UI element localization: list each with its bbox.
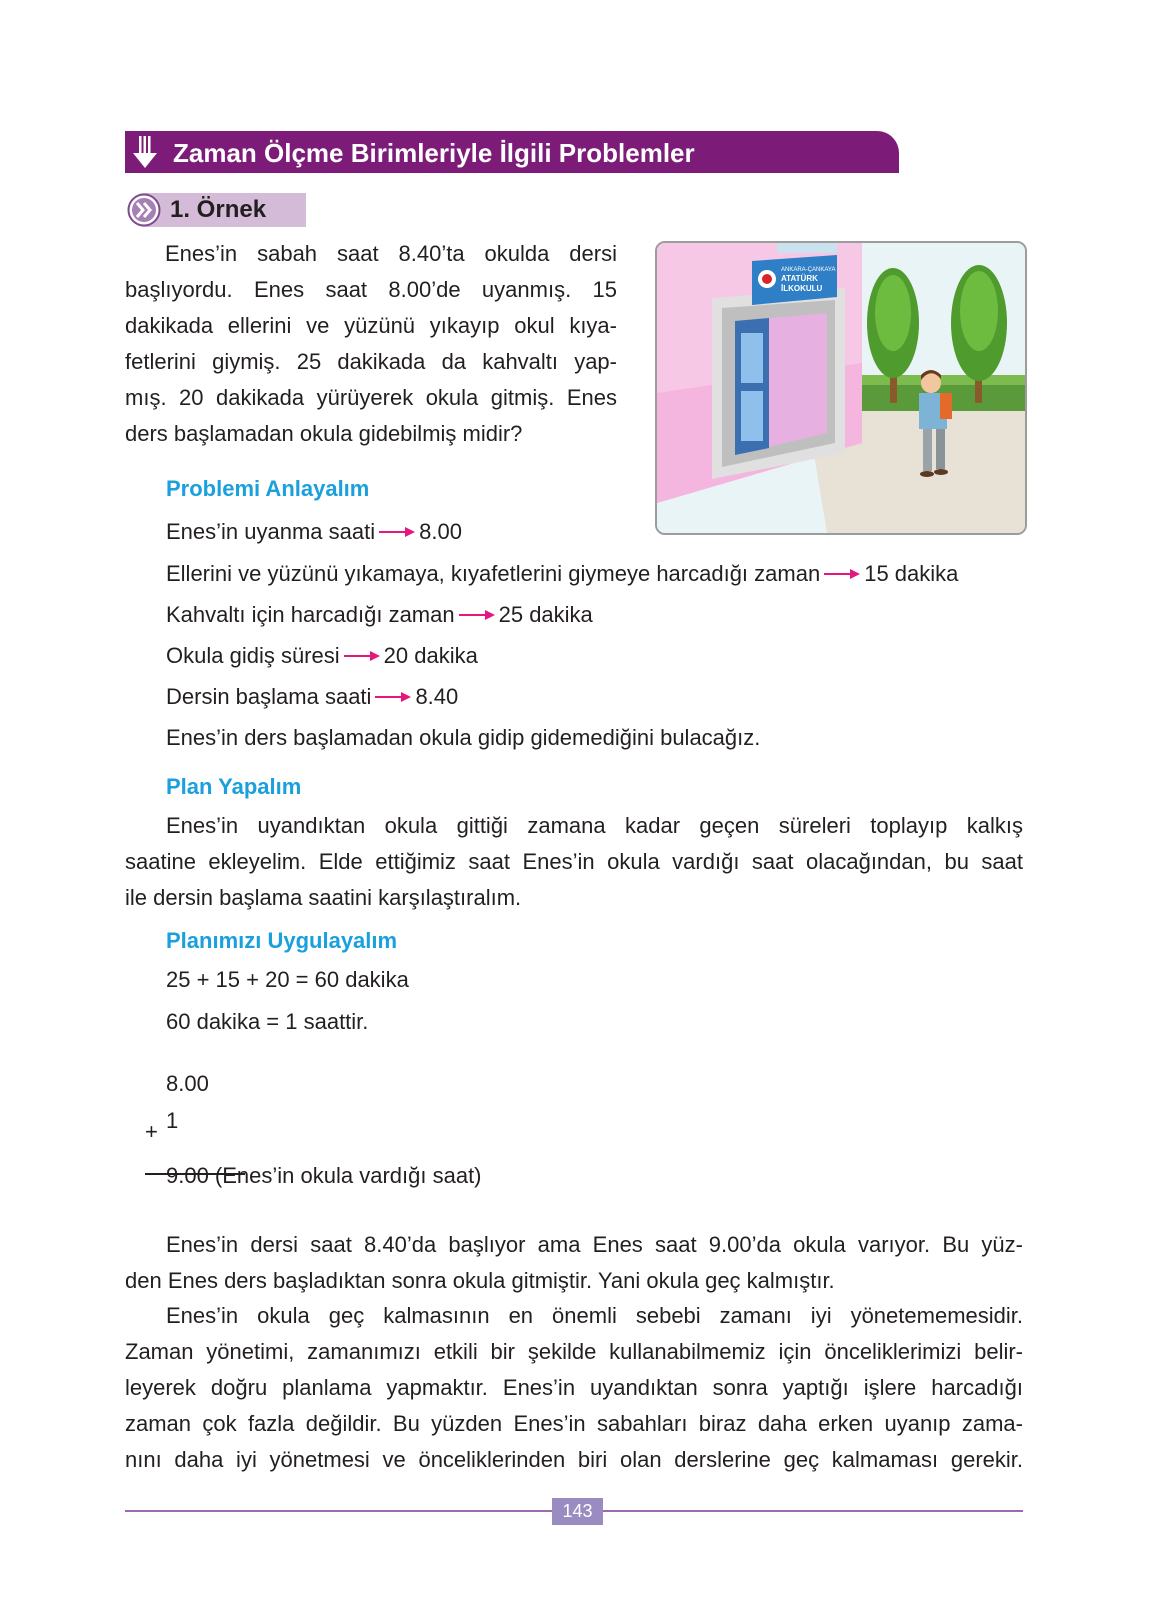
conclusion-line: leyerek doğru planlama yapmaktır. Enes’in uyandıktan sonra yaptığı işlere harcadığı	[125, 1375, 1023, 1400]
conclusion-line: nını daha iyi yönetmesi ve önceliklerinden biri olan derslerine geç kalmaması gerekir.	[125, 1447, 1023, 1472]
pink-arrow-icon	[459, 610, 495, 620]
equation-hour: 60 dakika = 1 saattir.	[166, 1009, 369, 1034]
conclusion-line: Enes’in dersi saat 8.40’da başlıyor ama Enes saat 9.00’da okula varıyor. Bu yüz-	[166, 1232, 1023, 1257]
down-arrow-icon	[127, 133, 163, 171]
school-scene	[657, 243, 1025, 533]
item-label: Dersin başlama saati	[166, 684, 372, 709]
pink-arrow-icon	[824, 569, 860, 579]
pink-arrow-icon	[344, 651, 380, 661]
understand-goal: Enes’in ders başlamadan okula gidip gidemediğini bulacağız.	[166, 725, 761, 750]
conclusion-line: Zaman yönetimi, zamanımızı etkili bir şekilde kullanabilmemiz için önceliklerimizi belir-	[125, 1339, 1023, 1364]
conclusion-line: Enes’in okula geç kalmasının en önemli sebebi zamanı iyi yönetememesidir.	[166, 1303, 1023, 1328]
plan-line: saatine ekleyelim. Elde ettiğimiz saat Enes’in okula vardığı saat olacağından, bu saat	[125, 849, 1023, 874]
understand-item	[166, 597, 593, 633]
pink-arrow-icon	[375, 692, 411, 702]
sum-result: 9.00 (Enes’in okula vardığı saat)	[166, 1163, 482, 1188]
plan-paragraph	[125, 808, 1023, 916]
equation-sum: 25 + 15 + 20 = 60 dakika	[166, 967, 409, 992]
understand-item	[166, 514, 462, 550]
footer-rule-right	[603, 1510, 1023, 1512]
pink-arrow-icon	[379, 527, 415, 537]
school-sign-line: İLKOKULU	[781, 284, 823, 293]
understand-item	[166, 556, 958, 592]
footer-rule-left	[125, 1510, 552, 1512]
item-label: Kahvaltı için harcadığı zaman	[166, 602, 455, 627]
understand-item	[166, 638, 478, 674]
school-illustration	[655, 241, 1027, 535]
intro-line: Enes’in sabah saat 8.40’ta okulda dersi	[165, 241, 617, 266]
school-sign-line: ANKARA-ÇANKAYA	[781, 267, 836, 273]
understand-heading: Problemi Anlayalım	[166, 476, 370, 501]
intro-paragraph	[125, 236, 617, 452]
conclusion-line: zaman çok fazla değildir. Bu yüzden Enes’in sabahları biraz daha erken uyanıp zama-	[125, 1411, 1023, 1436]
plan-line: ile dersin başlama saatini karşılaştıralım.	[125, 885, 522, 910]
plan-heading: Plan Yapalım	[166, 774, 302, 799]
plus-sign: +	[145, 1119, 158, 1144]
conclusion-paragraph-1	[125, 1227, 1023, 1299]
intro-line: başlıyordu. Enes saat 8.00’de uyanmış. 15	[125, 277, 617, 302]
intro-line: dakikada ellerini ve yüzünü yıkayıp okul kıya-	[125, 313, 617, 338]
item-value: 8.00	[419, 519, 462, 544]
example-label: 1. Örnek	[170, 196, 267, 223]
addend-hour: 1	[166, 1108, 179, 1133]
item-value: 25 dakika	[498, 602, 593, 627]
understand-item	[166, 679, 458, 715]
plan-line: Enes’in uyandıktan okula gittiği zamana kadar geçen süreleri toplayıp kalkış	[166, 813, 1023, 838]
intro-line: fetlerini giymiş. 25 dakikada da kahvaltı yap-	[125, 349, 617, 374]
item-label: Enes’in uyanma saati	[166, 519, 376, 544]
item-value: 8.40	[415, 684, 459, 709]
item-value: 20 dakika	[383, 643, 478, 668]
conclusion-line: den Enes ders başladıktan sonra okula gitmiştir. Yani okula geç kalmıştır.	[125, 1268, 835, 1293]
item-value: 15 dakika	[864, 561, 959, 586]
school-sign-line: ATATÜRK	[781, 274, 818, 283]
item-label: Ellerini ve yüzünü yıkamaya, kıyafetlerini giymeye harcadığı zaman	[166, 561, 821, 586]
page-number: 143	[552, 1498, 603, 1525]
intro-line: ders başlamadan okula gidebilmiş midir?	[125, 421, 523, 446]
conclusion-paragraph-2	[125, 1298, 1023, 1478]
addend-time: 8.00	[166, 1071, 209, 1096]
section-title: Zaman Ölçme Birimleriyle İlgili Problemler	[173, 138, 695, 168]
apply-heading: Planımızı Uygulayalım	[166, 928, 398, 953]
double-chevron-right-icon	[127, 193, 163, 227]
item-label: Okula gidiş süresi	[166, 643, 340, 668]
intro-line: mış. 20 dakikada yürüyerek okula gitmiş. Enes	[125, 385, 617, 410]
